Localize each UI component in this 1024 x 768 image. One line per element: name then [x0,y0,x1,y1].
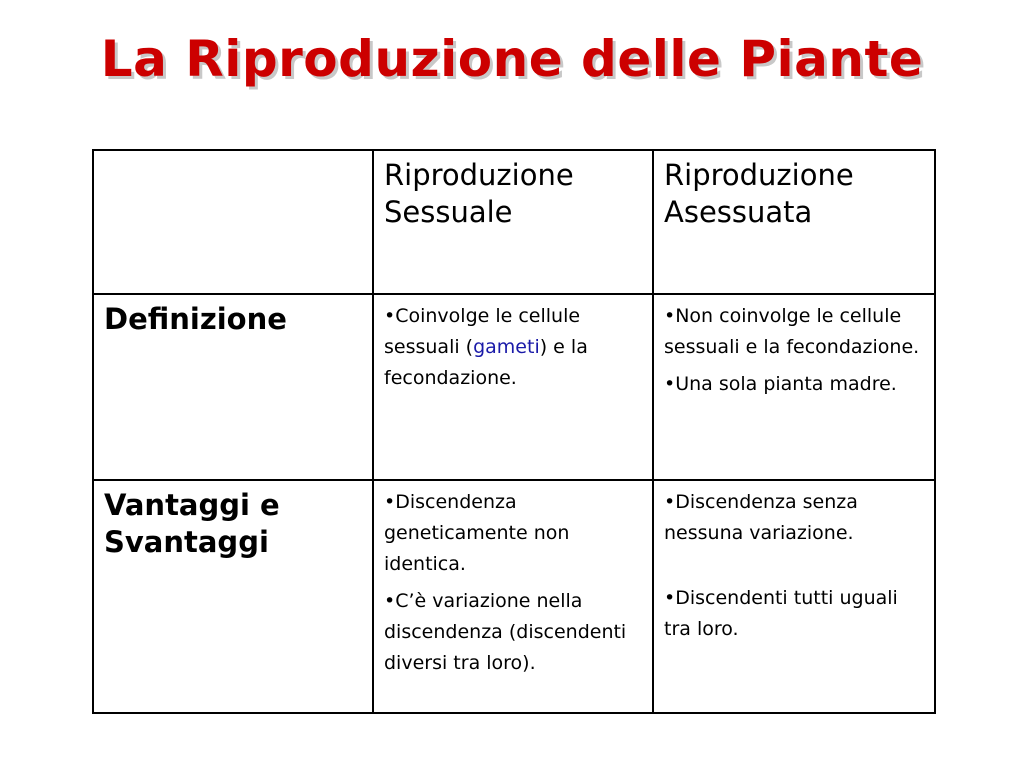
bullet-sexual-pros-2: •C’è variazione nella discendenza (discendenti diversi tra loro). [384,590,627,674]
slide-title: La Riproduzione delle Piante [100,30,924,88]
cell-definition-sexual [373,294,653,480]
header-sexual-reproduction: Riproduzione Sessuale [373,150,653,294]
cell-pros-cons-sexual [373,480,653,713]
table-row-definition [93,294,935,480]
bullet-asexual-definition-2: •Una sola pianta madre. [664,373,897,395]
bullet-sexual-definition: •Coinvolge le cellule sessuali (gameti) e la fecondazione. [384,305,588,389]
row-label-definition: Definizione [93,294,373,480]
cell-pros-cons-asexual [653,480,935,713]
bullet-asexual-pros-2: •Discendenti tutti uguali tra loro. [664,587,898,640]
bullet-asexual-pros-1: •Discendenza senza nessuna variazione. [664,491,858,544]
table-row-pros-cons [93,480,935,713]
header-asexual-reproduction: Riproduzione Asessuata [653,150,935,294]
empty-corner-cell [93,150,373,294]
bullet-asexual-definition-1: •Non coinvolge le cellule sessuali e la fecondazione. [664,305,920,358]
bullet-sexual-pros-1: •Discendenza geneticamente non identica. [384,491,570,575]
term-gameti: gameti [473,336,540,358]
table-header-row [93,150,935,294]
comparison-table [92,149,936,714]
cell-definition-asexual [653,294,935,480]
row-label-pros-cons: Vantaggi e Svantaggi [93,480,373,713]
